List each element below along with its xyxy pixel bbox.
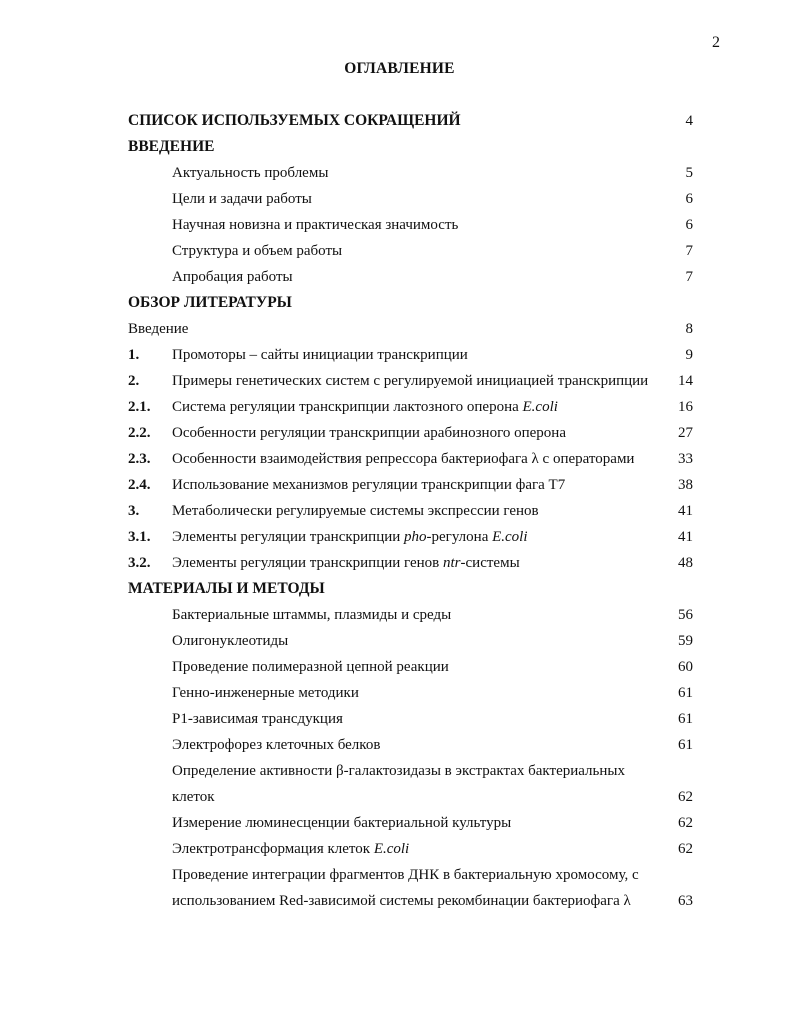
toc-entry-page: 62	[678, 815, 693, 831]
toc-entry-title-text: Особенности взаимодействия репрессора бактериофага λ с операторами	[172, 451, 635, 467]
toc-entry-title-text: Измерение люминесценции бактериальной культуры	[172, 815, 512, 831]
toc-entry	[0, 160, 799, 186]
toc-entry-page: 62	[678, 789, 693, 805]
toc-entry-title-text: Элементы регуляции транскрипции	[172, 529, 405, 545]
toc-entry-title	[172, 784, 215, 810]
toc-entry-number: 3.1.	[128, 529, 151, 545]
toc-entry-title-text: МАТЕРИАЛЫ И МЕТОДЫ	[128, 580, 325, 597]
toc-entry-title-text: Бактериальные штаммы, плазмиды и среды	[172, 607, 452, 623]
toc-entry-number: 2.4.	[128, 477, 151, 493]
toc-entry-number: 2.	[128, 373, 140, 389]
toc-entry-title-text: Особенности регуляции транскрипции арабинозного оперона	[172, 425, 566, 441]
toc-entry-number: 1.	[128, 347, 140, 363]
toc-entry-title-text: Проведение интеграции фрагментов ДНК в бактериальную хромосому, с	[172, 867, 639, 883]
toc-entry-title	[172, 732, 380, 758]
toc-entry-title-text: Цели и задачи работы	[172, 191, 312, 207]
toc-entry-title	[172, 368, 648, 394]
toc-entry-title-italic: ntr	[443, 555, 461, 571]
toc-entry-page: 48	[678, 555, 693, 571]
toc-entry	[0, 680, 799, 706]
toc-entry-title-text: Элементы регуляции транскрипции генов	[172, 555, 444, 571]
toc-entry-page: 6	[685, 217, 693, 233]
toc-entry-title	[172, 238, 342, 264]
toc-entry-title-text: Использование механизмов регуляции транскрипции фага Т7	[172, 477, 566, 493]
toc-entry	[0, 420, 799, 446]
toc-entry-page: 33	[678, 451, 693, 467]
toc-entry	[0, 862, 799, 888]
toc-entry-title	[128, 576, 325, 602]
toc-entry-title-text: Определение активности β-галактозидазы в экстрактах бактериальных	[172, 763, 625, 779]
toc-entry	[0, 706, 799, 732]
toc-entry-number: 3.2.	[128, 555, 151, 571]
toc-entry	[0, 212, 799, 238]
toc-entry-page: 63	[678, 893, 693, 909]
toc-entry	[0, 810, 799, 836]
toc-entry-title	[172, 264, 293, 290]
toc-entry-title-italic: pho	[404, 529, 427, 545]
toc-entry-title	[172, 654, 449, 680]
page-title: ОГЛАВЛЕНИЕ	[344, 60, 455, 77]
toc-entry-title-text: ОБЗОР ЛИТЕРАТУРЫ	[128, 294, 292, 311]
toc-entry-title	[172, 862, 639, 888]
toc-entry	[0, 550, 799, 576]
toc-entry-title	[172, 186, 312, 212]
toc-entry-page: 5	[685, 165, 693, 181]
toc-entry-title	[128, 134, 214, 160]
toc-entry	[0, 498, 799, 524]
toc-entry-page: 61	[678, 711, 693, 727]
toc-entry-title-text: Метаболически регулируемые системы экспрессии генов	[172, 503, 539, 519]
toc-entry-title	[172, 810, 511, 836]
toc-entry-title-text: Промоторы – сайты инициации транскрипции	[172, 347, 468, 363]
toc-entry-title-text: Апробация работы	[172, 269, 293, 285]
toc-entry	[0, 186, 799, 212]
toc-entry-title-text: Введение	[128, 321, 189, 337]
toc-entry-title-italic: E.coli	[522, 399, 558, 415]
table-of-contents	[0, 108, 799, 914]
toc-entry-page: 62	[678, 841, 693, 857]
toc-entry	[0, 732, 799, 758]
toc-entry-title	[172, 446, 634, 472]
toc-entry-title-text: Олигонуклеотиды	[172, 633, 289, 649]
toc-entry-title	[172, 550, 520, 576]
toc-entry-title	[172, 394, 558, 420]
toc-entry-title-text: Научная новизна и практическая значимость	[172, 217, 459, 233]
toc-entry-page: 6	[685, 191, 693, 207]
toc-entry-number: 2.1.	[128, 399, 151, 415]
toc-entry-page: 59	[678, 633, 693, 649]
toc-entry-title	[172, 524, 528, 550]
toc-entry	[0, 472, 799, 498]
toc-entry-page: 14	[678, 373, 693, 389]
toc-entry	[0, 888, 799, 914]
toc-entry-title-text: клеток	[172, 789, 215, 805]
toc-entry	[0, 342, 799, 368]
toc-entry-page: 7	[685, 269, 693, 285]
toc-entry-title	[172, 472, 565, 498]
toc-entry-page: 41	[678, 529, 693, 545]
toc-entry-page: 61	[678, 737, 693, 753]
toc-entry	[0, 758, 799, 784]
toc-entry-title-text: -регулона	[426, 529, 493, 545]
toc-entry	[0, 576, 799, 602]
toc-entry-title-text: P1-зависимая трансдукция	[172, 711, 343, 727]
toc-entry	[0, 394, 799, 420]
toc-entry-title	[172, 212, 458, 238]
toc-entry	[0, 524, 799, 550]
toc-entry-page: 9	[685, 347, 693, 363]
toc-entry-title-text: Примеры генетических систем с регулируемой инициацией транскрипции	[172, 373, 649, 389]
toc-entry-title-italic: E.coli	[373, 841, 410, 857]
toc-entry-page: 56	[678, 607, 693, 623]
toc-entry-title-text: ВВЕДЕНИЕ	[128, 138, 215, 155]
toc-entry	[0, 602, 799, 628]
toc-entry	[0, 316, 799, 342]
toc-entry-title-text: использованием Red-зависимой системы рекомбинации бактериофага λ	[172, 893, 631, 909]
toc-entry-title-text: Система регуляции транскрипции лактозного оперона	[172, 399, 523, 415]
toc-entry-title-text: -системы	[460, 555, 520, 571]
toc-entry-title-text: Генно-инженерные методики	[172, 685, 359, 701]
toc-entry-title	[172, 888, 631, 914]
toc-entry-title	[128, 316, 188, 342]
toc-entry-page: 8	[685, 321, 693, 337]
toc-entry-page: 16	[678, 399, 693, 415]
toc-entry	[0, 238, 799, 264]
toc-entry-title	[172, 680, 359, 706]
toc-entry	[0, 654, 799, 680]
toc-entry	[0, 368, 799, 394]
toc-entry-title	[172, 342, 468, 368]
toc-entry-page: 60	[678, 659, 693, 675]
toc-entry-title-text: Проведение полимеразной цепной реакции	[172, 659, 449, 675]
toc-entry-title	[172, 602, 451, 628]
toc-entry	[0, 836, 799, 862]
toc-entry-number: 2.2.	[128, 425, 151, 441]
toc-entry-title	[172, 628, 288, 654]
toc-entry-title-italic: E.coli	[492, 529, 528, 545]
toc-entry-title-text: СПИСОК ИСПОЛЬЗУЕМЫХ СОКРАЩЕНИЙ	[128, 112, 461, 129]
toc-entry-title	[172, 706, 343, 732]
toc-entry-number: 2.3.	[128, 451, 151, 467]
toc-entry-page: 4	[685, 113, 693, 129]
toc-entry-page: 38	[678, 477, 693, 493]
toc-entry	[0, 628, 799, 654]
toc-entry-title	[172, 160, 328, 186]
toc-entry-title-text: Актуальность проблемы	[172, 165, 329, 181]
toc-entry-title	[128, 108, 461, 134]
toc-entry-title	[128, 290, 292, 316]
toc-entry-title	[172, 758, 625, 784]
toc-entry-title-text: Структура и объем работы	[172, 243, 343, 259]
toc-entry-title	[172, 420, 566, 446]
page-number: 2	[712, 34, 720, 51]
toc-entry-page: 27	[678, 425, 693, 441]
toc-entry-page: 41	[678, 503, 693, 519]
toc-entry	[0, 264, 799, 290]
toc-entry-number: 3.	[128, 503, 140, 519]
toc-entry-title-text: Электротрансформация клеток	[172, 841, 374, 857]
toc-entry	[0, 134, 799, 160]
toc-entry	[0, 108, 799, 134]
toc-entry-page: 61	[678, 685, 693, 701]
toc-entry-title-text: Электрофорез клеточных белков	[172, 737, 381, 753]
toc-entry-title	[172, 836, 409, 862]
toc-entry	[0, 784, 799, 810]
toc-entry-page: 7	[685, 243, 693, 259]
toc-entry	[0, 446, 799, 472]
toc-entry-title	[172, 498, 539, 524]
toc-entry	[0, 290, 799, 316]
